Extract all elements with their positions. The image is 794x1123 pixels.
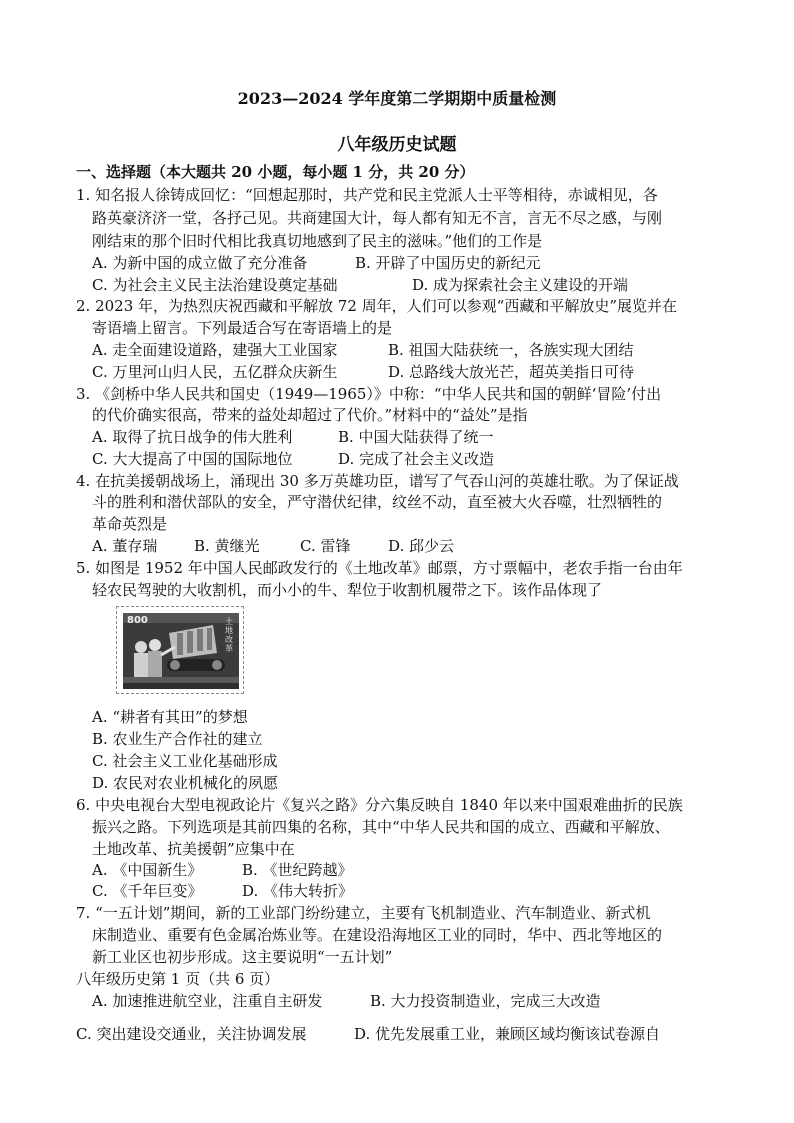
q5-option-d: D. 农民对农业机械化的夙愿 xyxy=(92,774,279,792)
q5-option-a: A. “耕者有其田”的梦想 xyxy=(92,708,248,726)
q2-line-1: 2. 2023 年，为热烈庆祝西藏和平解放 72 周年，人们可以参观“西藏和平解放史”展览并在 xyxy=(76,297,677,315)
q6-option-b: B. 《世纪跨越》 xyxy=(242,861,353,879)
q4-line-1: 4. 在抗美援朝战场上，涌现出 30 多万英雄功臣，谱写了气吞山河的英雄壮歌。为了保证战 xyxy=(76,472,679,490)
q5-line-1: 5. 如图是 1952 年中国人民邮政发行的《土地改革》邮票，方寸票幅中，老农手指一台由年 xyxy=(76,559,683,577)
q4-line-2: 斗的胜利和潜伏部队的安全，严守潜伏纪律，纹丝不动，直至被大火吞噬，壮烈牺牲的 xyxy=(92,493,663,511)
q5-option-b: B. 农业生产合作社的建立 xyxy=(92,730,263,748)
page-footer: 八年级历史第 1 页（共 6 页） xyxy=(76,970,280,988)
q6-line-1: 6. 中央电视台大型电视政论片《复兴之路》分六集反映自 1840 年以来中国艰难曲折的民族 xyxy=(76,796,683,814)
q5-line-2: 轻农民驾驶的大收割机，而小小的牛、犁位于收割机履带之下。该作品体现了 xyxy=(92,581,603,599)
q1-line-3: 刚结束的那个旧时代相比我真切地感到了民主的滋味。”他们的工作是 xyxy=(92,232,543,250)
q5-option-c: C. 社会主义工业化基础形成 xyxy=(92,752,278,770)
exam-subtitle: 八年级历史试题 xyxy=(337,135,457,155)
q6-line-2: 振兴之路。下列选项是其前四集的名称，其中“中华人民共和国的成立、西藏和平解放、 xyxy=(92,818,670,836)
exam-title: 2023—2024 学年度第二学期期中质量检测 xyxy=(237,89,557,108)
q2-option-a: A. 走全面建设道路，建强大工业国家 xyxy=(92,341,338,359)
q4-option-b: B. 黄继光 xyxy=(194,537,260,555)
q3-option-b: B. 中国大陆获得了统一 xyxy=(338,428,494,446)
q7-line-2: 床制造业、重要有色金属冶炼业等。在建设沿海地区工业的同时，华中、西北等地区的 xyxy=(92,926,663,944)
q2-option-d: D. 总路线大放光芒，超英美指日可待 xyxy=(388,363,635,381)
q7-option-c: C. 突出建设交通业，关注协调发展 xyxy=(76,1025,307,1043)
q4-line-3: 革命英烈是 xyxy=(92,515,168,533)
q3-line-2: 的代价确实很高，带来的益处却超过了代价。”材料中的“益处”是指 xyxy=(92,406,528,424)
q1-line-1: 1. 知名报人徐铸成回忆：“回想起那时，共产党和民主党派人士平等相待，赤诚相见，各 xyxy=(76,186,658,204)
q1-option-b: B. 开辟了中国历史的新纪元 xyxy=(355,254,541,272)
land-reform-stamp-image xyxy=(116,606,244,694)
q2-option-b: B. 祖国大陆获统一，各族实现大团结 xyxy=(388,341,634,359)
q7-line-1: 7. “一五计划”期间，新的工业部门纷纷建立，主要有飞机制造业、汽车制造业、新式机 xyxy=(76,904,651,922)
stamp-value: 800 xyxy=(127,615,148,626)
q1-line-2: 路英豪济济一堂，各抒己见。共商建国大计，每人都有知无不言，言无不尽之感，与刚 xyxy=(92,209,663,227)
q4-option-c: C. 雷锋 xyxy=(300,537,351,555)
q2-line-2: 寄语墙上留言。下列最适合写在寄语墙上的是 xyxy=(92,319,393,337)
q6-option-c: C. 《千年巨变》 xyxy=(92,882,203,900)
q3-option-a: A. 取得了抗日战争的伟大胜利 xyxy=(92,428,293,446)
stamp-side-text: 土地改革 xyxy=(225,617,233,653)
q3-line-1: 3. 《剑桥中华人民共和国史（1949—1965）》中称：“中华人民共和国的朝鲜‘冒险’付出 xyxy=(76,385,662,403)
q7-option-d: D. 优先发展重工业，兼顾区域均衡该试卷源自 xyxy=(354,1025,661,1043)
q6-line-3: 土地改革、抗美援朝”应集中在 xyxy=(92,840,295,858)
q1-option-d: D. 成为探索社会主义建设的开端 xyxy=(412,276,629,294)
q2-option-c: C. 万里河山归人民，五亿群众庆新生 xyxy=(92,363,338,381)
q1-option-a: A. 为新中国的成立做了充分准备 xyxy=(92,254,308,272)
q7-option-b: B. 大力投资制造业，完成三大改造 xyxy=(370,992,601,1010)
q6-option-a: A. 《中国新生》 xyxy=(92,861,203,879)
q6-option-d: D. 《伟大转折》 xyxy=(242,882,354,900)
q1-option-c: C. 为社会主义民主法治建设奠定基础 xyxy=(92,276,338,294)
q4-option-d: D. 邱少云 xyxy=(388,537,455,555)
q3-option-c: C. 大大提高了中国的国际地位 xyxy=(92,450,293,468)
q3-option-d: D. 完成了社会主义改造 xyxy=(338,450,495,468)
q4-option-a: A. 董存瑞 xyxy=(92,537,158,555)
q7-option-a: A. 加速推进航空业，注重自主研发 xyxy=(92,992,323,1010)
q7-line-3: 新工业区也初步形成。这主要说明“一五计划” xyxy=(92,948,393,966)
section-heading: 一、选择题（本大题共 20 小题，每小题 1 分，共 20 分） xyxy=(76,163,475,181)
